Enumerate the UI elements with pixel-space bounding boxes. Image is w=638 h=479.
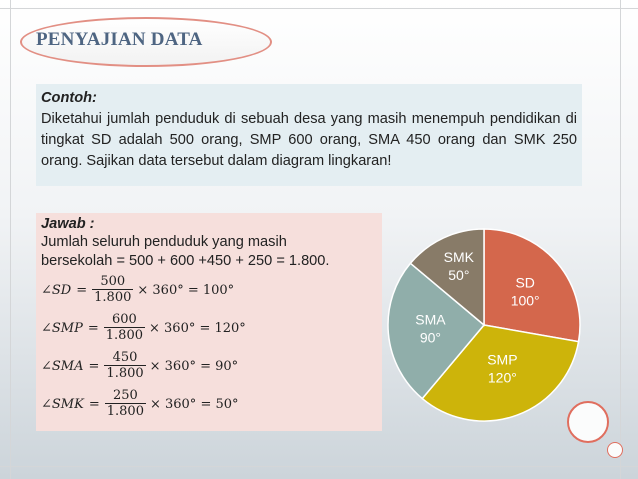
- angle-symbol: ∠: [41, 282, 52, 298]
- fraction: [105, 388, 146, 420]
- formula-result: × 360° = 100°: [137, 282, 235, 298]
- formula-result: × 360° = 50°: [149, 396, 239, 412]
- deco-circle-small: [607, 442, 623, 458]
- fraction-denominator: 1.800: [106, 404, 144, 419]
- formula-var: SMK: [51, 396, 84, 412]
- fraction-numerator: 250: [112, 388, 138, 403]
- page-title: PENYAJIAN DATA: [36, 29, 203, 50]
- jawab-line-2: bersekolah = 500 + 600 +450 + 250 = 1.800.: [41, 253, 330, 269]
- formula-result: × 360° = 120°: [149, 320, 246, 336]
- fraction-denominator: 1.800: [106, 366, 144, 381]
- jawab-box: [36, 213, 382, 431]
- fraction: [92, 274, 133, 306]
- fraction-denominator: 1.800: [94, 290, 132, 305]
- pie-value-sma: 90°: [419, 329, 442, 346]
- pie-label-sma: SMA: [415, 311, 446, 328]
- frame-line-left: [10, 0, 11, 479]
- jawab-heading: Jawab :: [41, 216, 95, 232]
- formula-var: SMA: [51, 358, 84, 374]
- formula-result: × 360° = 90°: [149, 358, 239, 374]
- angle-symbol: ∠: [41, 358, 52, 374]
- angle-symbol: ∠: [41, 320, 52, 336]
- formula-sma: ∠ SMA = $\frac{450}{1.800}$ × 360° = 90°: [41, 350, 239, 381]
- deco-circle-large: [567, 401, 609, 443]
- pie-value-smk: 50°: [448, 267, 470, 284]
- formula-var: SD: [51, 282, 72, 298]
- fraction-numerator: 500: [100, 274, 126, 289]
- frame-line-right: [620, 0, 621, 479]
- pie-value-smp: 120°: [487, 369, 517, 386]
- fraction: [104, 312, 145, 344]
- fraction-numerator: 450: [112, 350, 138, 365]
- frame-line-top: [0, 8, 638, 9]
- pie-chart: [380, 220, 590, 430]
- fraction-denominator: 1.800: [105, 328, 143, 343]
- pie-label-sd: SD: [515, 274, 535, 291]
- jawab-line-1: Jumlah seluruh penduduk yang masih: [41, 234, 287, 250]
- pie-value-sd: 100°: [510, 292, 540, 309]
- formula-smk: ∠ SMK = $\frac{250}{1.800}$ × 360° = 50°: [41, 388, 239, 419]
- angle-symbol: ∠: [41, 396, 52, 412]
- formula-sd: ∠ SD = $\frac{500}{1.800}$ × 360° = 100°: [41, 274, 235, 305]
- contoh-heading: Contoh:: [41, 90, 97, 106]
- contoh-box: [36, 84, 582, 186]
- formula-smp: ∠ SMP = $\frac{600}{1.800}$ × 360° = 120°: [41, 312, 246, 343]
- formula-var: SMP: [51, 320, 83, 336]
- fraction: [104, 350, 145, 382]
- pie-label-smp: SMP: [487, 351, 518, 368]
- fraction-numerator: 600: [111, 312, 137, 327]
- contoh-text: Diketahui jumlah penduduk di sebuah desa yang masih menempuh pendidikan di tingkat SD adalah 500 orang, SMP 600 orang, SMA 450 orang dan SMK 250 orang. Sajikan data tersebut dalam diagram lingkaran!: [41, 111, 577, 169]
- frame-line-bottom: [0, 466, 638, 467]
- pie-label-smk: SMK: [443, 249, 475, 266]
